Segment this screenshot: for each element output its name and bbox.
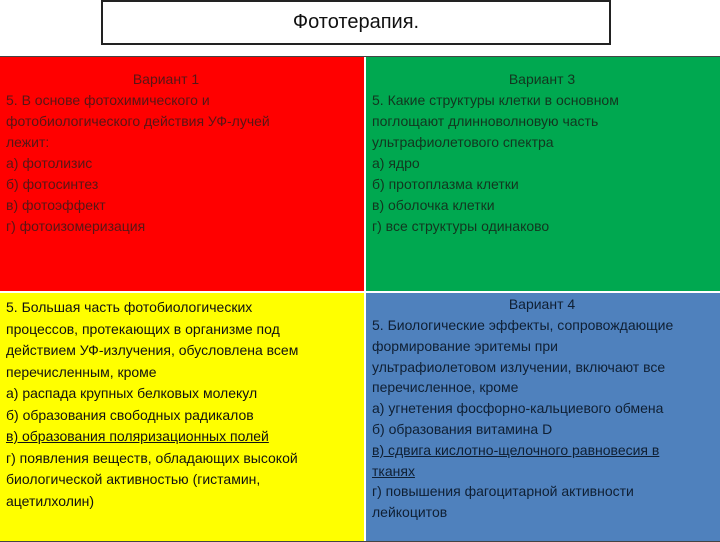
question-text: лежит: (6, 134, 50, 150)
answer-option-b: б) образования свободных радикалов (6, 406, 254, 423)
answer-option-d: г) повышения фагоцитарной активности (372, 483, 634, 500)
answer-option-a: а) распада крупных белковых молекул (6, 385, 258, 401)
variant-3-cell (364, 57, 720, 292)
answer-option-c: в) фотоэффект (6, 197, 106, 213)
answer-option-d-cont: ацетилхолин) (6, 492, 95, 509)
answer-option-d-cont: лейкоцитов (372, 504, 448, 521)
question-text: формирование эритемы при (372, 337, 558, 354)
answer-option-a: а) угнетения фосфорно-кальциевого обмена (372, 400, 664, 417)
variant-2-cell (0, 292, 364, 541)
variant-4-heading: Вариант 4 (508, 296, 576, 312)
question-text: 5. Большая часть фотобиологических (6, 299, 253, 315)
answer-option-a: а) фотолизис (6, 155, 93, 171)
answer-option-d: г) все структуры одинаково (372, 218, 550, 234)
answer-option-c-underlined-cont: тканях (372, 462, 415, 479)
answer-option-b: б) фотосинтез (6, 176, 99, 192)
answer-option-b: б) протоплазма клетки (372, 176, 519, 192)
variant-2-content (6, 297, 298, 512)
question-text: перечисленное, кроме (372, 379, 519, 396)
variant-1-cell (0, 57, 364, 292)
answer-option-c: в) оболочка клетки (372, 197, 495, 213)
slide-title (101, 0, 611, 45)
vertical-divider (364, 57, 366, 541)
variant-3-heading: Вариант 3 (508, 71, 576, 87)
question-text: ультрафиолетовом излучении, включают все (372, 358, 666, 375)
variant-4-content (372, 294, 712, 523)
question-text: действием УФ-излучения, обусловлена всем (6, 342, 299, 358)
answer-option-d: г) фотоизомеризация (6, 218, 146, 234)
variant-1-content (6, 69, 326, 237)
question-text: ультрафиолетового спектра (372, 134, 554, 150)
question-text: поглощают длинноволновую часть (372, 113, 599, 129)
answer-option-d: г) появления веществ, обладающих высокой (6, 449, 298, 466)
variant-3-content (372, 69, 712, 237)
answer-option-c-underlined: в) сдвига кислотно-щелочного равновесия в (372, 441, 660, 458)
question-text: 5. Биологические эффекты, сопровождающие (372, 317, 674, 333)
answer-option-c-underlined: в) образования поляризационных полей (6, 428, 269, 444)
answer-option-a: а) ядро (372, 155, 420, 171)
answer-option-d-cont: биологической активностью (гистамин, (6, 471, 261, 487)
question-text: фотобиологического действия УФ-лучей (6, 113, 270, 129)
slide-title-text: Фототерапия. (292, 11, 420, 33)
question-text: 5. Какие структуры клетки в основном (372, 92, 619, 108)
answer-option-b: б) образования витамина D (372, 420, 553, 437)
horizontal-divider (0, 291, 720, 293)
question-text: 5. В основе фотохимического и (6, 92, 210, 108)
variant-4-cell (364, 292, 720, 541)
variant-1-heading: Вариант 1 (132, 71, 200, 87)
question-text: процессов, протекающих в организме под (6, 320, 280, 337)
question-text: перечисленным, кроме (6, 363, 157, 380)
variants-grid (0, 56, 720, 542)
